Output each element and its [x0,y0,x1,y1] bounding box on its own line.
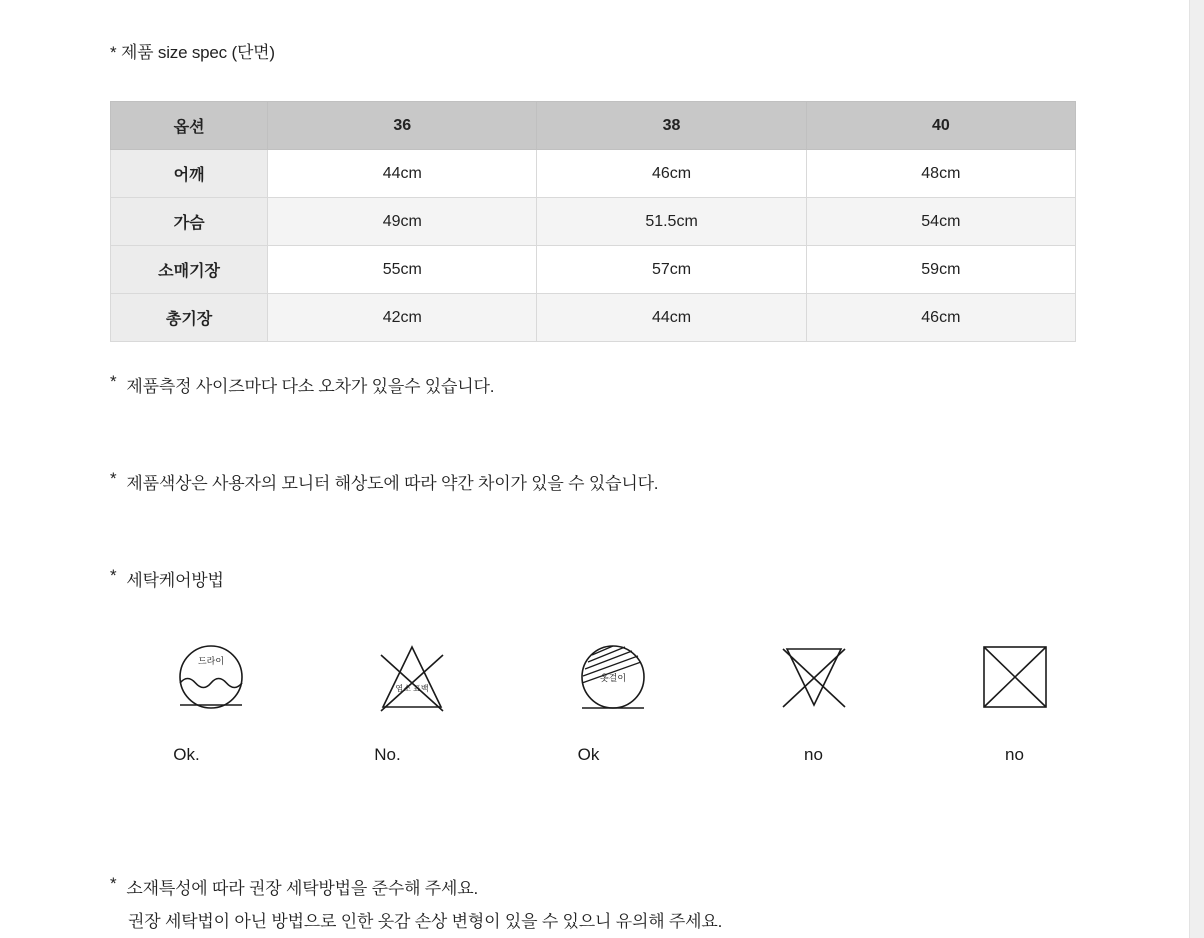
cell-shoulder-38: 46cm [537,150,806,198]
note-measurement-text: 제품측정 사이즈마다 다소 오차가 있을수 있습니다. [126,377,495,396]
care-label-no-bleach: No. [374,745,401,764]
table-header-size-40: 40 [806,102,1075,150]
hang-dry-icon [512,635,713,731]
note-star: * [110,372,117,391]
no-bleach-icon-text: 염소 표백 [394,684,429,693]
table-header-size-36: 36 [268,102,537,150]
table-header-row [111,102,1076,150]
care-symbols-row [110,635,1115,765]
note-color-text: 제품색상은 사용자의 모니터 해상도에 따라 약간 차이가 있을 수 있습니다. [126,474,659,493]
size-spec-title: * 제품 size spec (단면) [110,43,275,62]
row-label-sleeve: 소매기장 [111,246,268,294]
document-content [110,0,1110,765]
row-label-length: 총기장 [111,294,268,342]
care-label-hang-dry: Ok [577,745,600,764]
table-row [111,246,1076,294]
no-bleach-icon [311,635,512,731]
care-item-no-tumble-dry [713,635,914,765]
note-color [110,469,1110,494]
note-measurement [110,372,1110,397]
care-section-title [110,566,1110,591]
care-label-dry-clean: Ok. [173,745,200,764]
cell-sleeve-38: 57cm [537,246,806,294]
table-header-option: 옵션 [111,102,268,150]
cell-chest-40: 54cm [806,198,1075,246]
table-header [111,102,1076,150]
cell-length-36: 42cm [268,294,537,342]
page-right-margin [1189,0,1204,938]
dry-clean-icon [110,635,311,731]
row-label-shoulder: 어깨 [111,150,268,198]
table-body [111,150,1076,342]
dry-clean-icon-text: 드라이 [197,656,224,666]
cell-chest-36: 49cm [268,198,537,246]
cell-shoulder-36: 44cm [268,150,537,198]
size-spec-table [110,101,1076,342]
no-tumble-dry-icon [713,635,914,731]
table-row [111,198,1076,246]
care-label-no-wring: no [1005,745,1024,764]
note-star: * [110,469,117,488]
table-header-size-38: 38 [537,102,806,150]
care-item-hang-dry [512,635,713,765]
cell-shoulder-40: 48cm [806,150,1075,198]
footer-note [110,874,1110,932]
table-row [111,294,1076,342]
no-wring-icon [914,635,1115,731]
cell-length-40: 46cm [806,294,1075,342]
note-star: * [110,874,117,893]
care-item-no-wring [914,635,1115,765]
cell-chest-38: 51.5cm [537,198,806,246]
hang-dry-icon-text: 옷걸이 [599,673,626,683]
care-section-title-text: 세탁케어방법 [126,571,224,590]
footer-note-line-1 [110,874,1110,899]
table-row [111,150,1076,198]
care-label-no-tumble-dry: no [804,745,823,764]
footer-note-line-1-text: 소재특성에 따라 권장 세탁방법을 준수해 주세요. [126,879,479,898]
cell-sleeve-40: 59cm [806,246,1075,294]
note-star: * [110,566,117,585]
row-label-chest: 가슴 [111,198,268,246]
cell-length-38: 44cm [537,294,806,342]
cell-sleeve-36: 55cm [268,246,537,294]
footer-note-line-2: 권장 세탁법이 아닌 방법으로 인한 옷감 손상 변형이 있을 수 있으니 유의해 주세요. [128,912,723,931]
